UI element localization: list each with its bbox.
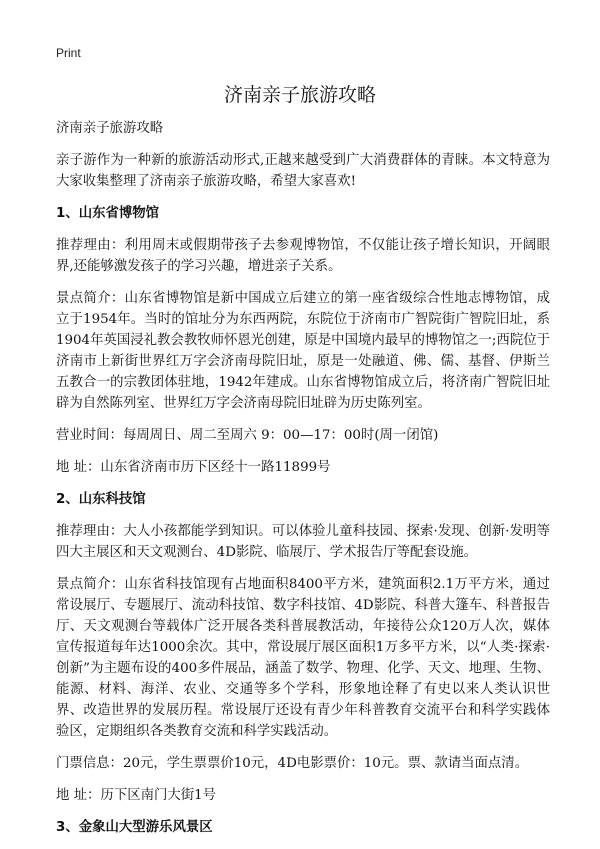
article-body — [56, 118, 550, 849]
article-subtitle: 济南亲子旅游攻略 — [56, 121, 164, 136]
section-heading-jinxiang-mountain: 3、金象山大型游乐风景区 — [56, 820, 213, 835]
page-title: 济南亲子旅游攻略 — [223, 84, 376, 106]
section-heading-museum: 1、山东省博物馆 — [56, 206, 160, 221]
museum-recommend: 推荐理由：利用周末或假期带孩子去参观博物馆，不仅能让孩子增长知识，开阔眼界,还能够激发孩子的学习兴趣，增进亲子关系。 — [56, 238, 550, 274]
print-label[interactable]: Print — [56, 46, 81, 60]
science-intro: 景点简介：山东省科技馆现有占地面积8400平方米，建筑面积2.1万平方米，通过常设展厅、专题展厅、流动科技馆、数字科技馆、4D影院、科普大篷车、科普报告厅、天文观测台等载体广泛开展各类科普展教活动，年接待公众120万人次，媒体宣传报道每年达1000余次。其中，常设展厅展区面积1万多平方米，以“人类·探索·创新”为主题布设的400多件展品，涵盖了数学、物理、化学、天文、地理、生物、能源、材料、海洋、农业、交通等多个学科，形象地诠释了有史以来人类认识世界、改造世界的发展历程。常设展厅还设有青少年科普教育交流平台和科学实践体验区，定期组织各类教育交流和科学实践活动。 — [56, 577, 550, 739]
science-tickets: 门票信息：20元，学生票票价10元，4D电影票价：10元。票、款请当面点清。 — [56, 756, 529, 771]
museum-hours: 营业时间：每周周日、周二至周六 9：00—17：00时(周一闭馆) — [56, 428, 439, 443]
museum-intro: 景点简介：山东省博物馆是新中国成立后建立的第一座省级综合性地志博物馆，成立于1954年。当时的馆址分为东西两院，东院位于济南市广智院街广智院旧址，系1904年英国浸礼教会教牧师怀恩光创建，原是中国境内最早的博物馆之一;西院位于济南市上新街世界红万字会济南母院旧址，原是一处融道、佛、儒、基督、伊斯兰五教合一的宗教团体驻地，1942年建成。山东省博物馆成立后，将济南广智院旧址辟为自然陈列室、世界红万字会济南母院旧址辟为历史陈列室。 — [56, 291, 550, 411]
science-address: 地 址：历下区南门大街1号 — [56, 788, 217, 803]
section-heading-science-museum: 2、山东科技馆 — [56, 492, 146, 507]
science-recommend: 推荐理由：大人小孩都能学到知识。可以体验儿童科技园、探索·发现、创新·发明等四大主展区和天文观测台、4D影院、临展厅、学术报告厅等配套设施。 — [56, 524, 550, 560]
museum-address: 地 址：山东省济南市历下区经十一路11899号 — [56, 460, 331, 475]
intro-paragraph: 亲子游作为一种新的旅游活动形式,正越来越受到广大消费群体的青睐。本文特意为大家收集整理了济南亲子旅游攻略，希望大家喜欢! — [56, 153, 550, 189]
